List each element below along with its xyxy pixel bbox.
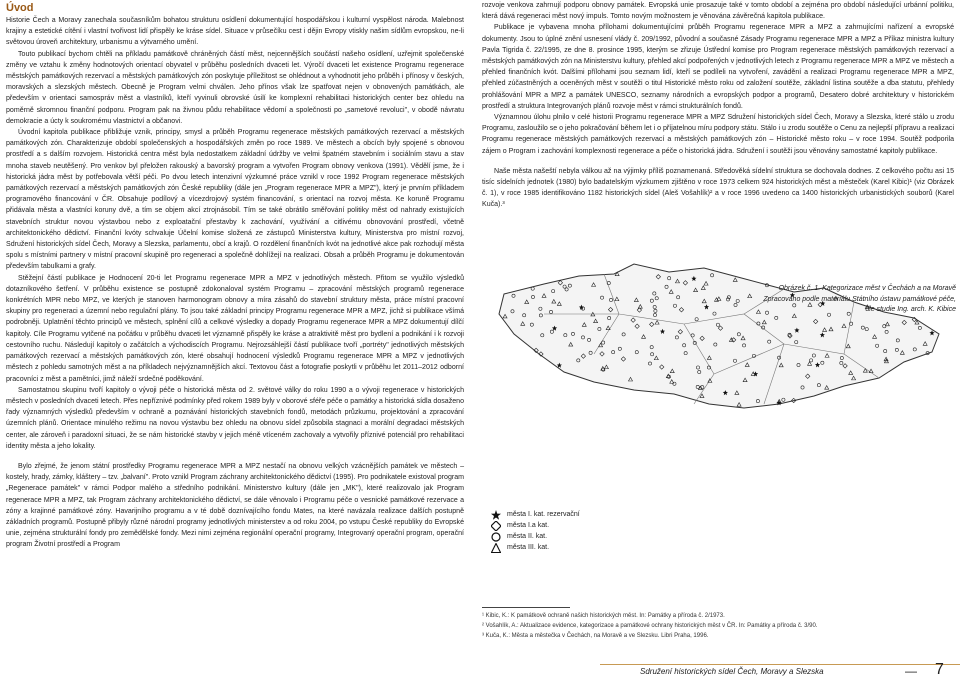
footnote: ¹ Kibic, K.: K památkově ochraně našich historických měst. In: Památky a příroda č. 2/1973. — [482, 613, 725, 619]
paragraph: Stěžejní částí publikace je Hodnocení 20-ti let Programu regenerace MPR a MPZ v jednotlivých městech. Přitom se využilo výsledků dotazníkového šetření. V průběhu existence se postupně zdokonaloval systém Programu – zpracování městských programů regenerace konkrétních MPR nebo MPZ, ve kterých je stanoven harmonogram obnovy a míra zásahů do stavební struktury města, práce místní pracovní skupiny pro regeneraci a územní nebo regulační plány. To jsou také základní principy Programu regenerace MPR a MPZ, jichž si publikace všímá podrobněji. Uplatnění těchto principů ve městech, splnění cílů a celkové výsledky a dopady Programu regenerace MPR a MPZ dokumentují dílčí kapitoly. Cíle Programu vytčené na počátku v průběhu dvaceti let významně přispěly ke kráse a atraktivitě měst pro bydlení a podnikání i k rozvoji cestovního ruchu. Následují kapitoly o začátcích a východiscích Programu. Nejrozsáhlejší částí publikace tvoří „portréty" jednotlivých městských památkových rezervací a městských památkových zón, které obsahují hodnocení výsledků Programu regenerace MPR a MPZ v jednotlivých městech z pohledu samotných měst a na příkladech nejvýznamnějších akcí. Textovou část a fotografie poskytli v průběhu let 2011–2012 odborní pracovníci z měst a pamětníci, jimž náleží srdečné poděkování. — [6, 274, 464, 383]
star-icon — [489, 510, 503, 520]
footnotes — [482, 611, 952, 641]
left-column — [6, 15, 464, 551]
paragraph: Touto publikací bychom chtěli na příkladu památkově chráněných částí měst, nejcennějších součástí našeho osídlení, uzřejmit společenské změny ve vztahu k změny hodnotových orientací obyvatel v průběhu posledních dvaceti let. Výročí dvaceti let existence Programu regenerace městských památkových rezervací a městských památkových zón poskytuje příležitost se ohlédnout a vyhodnotit jeho průběh i přínosy v českých, moravských a slezských městech. Obecně je Program velmi chválen. Jeho přínos však lze spatřovat nejen v obnovených památkách, ale především v orientaci samospráv měst a vlastníků, kteří vyvinuli obrovské úsilí ke komplexní rehabilitaci historických center bez ohledu na poměrně skromnou finanční podporu. Program pak na živnou půdu rehabilitace vědomí a společnosti po „sametové revoluci", v obodě návratu demokracie a úcty k soukromému vlastnictví a občanovi. — [6, 50, 464, 125]
section-heading: Úvod — [6, 2, 34, 14]
paragraph: Publikace je vybavena mnoha přílohami dokumentujícími průběh Programu regenerace MPR a MPZ a zahrnujícími nařízení a evropské dokumenty. Jsou to úplné znění usnesení vlády č. 209/1992, původní a současné Zásady Programu regenerace MPR a MPZ a Příkaz ministra kultury Pavla Tigrida č. 22/1995, ze dne 8. prosince 1995, kterým se zřizuje Ústřední komise pro Program regenerace městských památkových rezervací a městských památkových zón na Ministerstvu kultury, přehled akcí podpořených v jednotlivých letech z Programu regenerace MPR a MPZ ve městech a přehled finančních kvót. Dalšími přílohami jsou seznam lidí, kteří se podíleli na vytvoření, zavádění a realizaci Programu regenerace MPR a MPZ, přehled zúčastněných a oceněných měst v soutěži o titul Historické město roku od založení soutěže, základní listina soutěže a dba statutu, přehledy prohlášování MPR a MPZ a památek UNESCO, seznamy národních a evropských podpor a programů, Desatero dobré architektury v historickém prostředí a struktura Integrovaných plánů rozvoje měst v rámci strukturálních fondů. — [482, 24, 954, 110]
diamond-icon — [489, 521, 503, 531]
paragraph: Úvodní kapitola publikace přibližuje vznik, principy, smysl a průběh Programu regenerace městských památkových rezervací a městských památkových zón. Charakterizuje období společenských a hospodářských změn po roce 1989. Ve městech a obcích byly spojené s obnovou prostředí a s dalším rozvojem. Historická centra měst byla nedostatkem základní údržby ve velmi špatném stavebním i sociálním stavu a stav mnoha staveb neutěšený. Pro venkov byl přeložen rakouský a bavorský program a vytvořen Program obnovy venkova (1991). Vědělí jsme, že i historická jádra měst by potřebovala větší péči. Po dvou letech intenzivní výzkumné práce vznikl v roce 1992 Program regenerace městských památkových rezervací a městských památkových zón České republiky (dále jen „Program regenerace MPR a MPZ"), který je prvním příkladem programového financování v ČR. Obsahuje podílový a vícezdrojový systém financování, s orientací na rozvoj města. Ke koruně Programu přidávala města a vlastníci koruny dvě, a tím se objem akcí ztrojnásobil. Tím se také obrátilo směřování politiky měst od nahrady existujících stavebních struktur novou výstavbou nebo z exploatační přestavby k zachování, využívání a citlivému obnovování prostředí, včetně architektonického dědictví. Finanční kvóty schvaluje Účelní komise složená ze zástupců Ministerstva kultury, Ministerstva pro místní rozvoj, Sdružení historických sídel Čech, Moravy a Slezska, parlamentu, obcí a krajů. O rozdělení finančních kvót na jednotlivé akce pak rozhodují města spolu s místními partnery v místní pracovní skupině pro regeneraci a společně dohlížejí na realizaci. Obsah a průběh Programu je dokumentován především tabulkami a grafy. — [6, 129, 464, 271]
paragraph: Bylo zřejmé, že jenom státní prostředky Programu regenerace MPR a MPZ nestačí na obnovu velkých vzácnějších památek ve městech – kostely, hrady, zámky, kláštery – tzv. „balvaní". Proto vznikl Program záchrany architektonického dědictví (1995). Pro podnikatele existoval program „Regenerace památek" v rámci Podpor malého a středního podnikání. Ministerstvo kultury (dále jen „MK"), které realizovalo jak Program regenerace MPR a MPZ, tak Program záchrany architektonického dědictví, se dále věnovalo i Programu péče o vesnické památkové rezervace a zóny a krajinné památkové zóny. Havarijního programu a v té době doznívajícího fondu Mates, na které navázala realizace dalších postupně základních programů. Postupně přibyly různé národní programy jednotlivých ministerstev a od roku 2004, po vstupu České republiky do Evropské unie, zejména strukturální fondy pro zemědělské fondy. Mezi nimi zejména regionální operační programy, Integrovaný operační program, operační program Životní prostředí a Program — [6, 462, 464, 549]
circle-icon — [489, 532, 503, 542]
footer-title: Sdružení historických sídel Čech, Moravy a Slezska — [640, 667, 824, 676]
triangle-icon — [489, 543, 503, 553]
legend-item: města I.a kat. — [489, 520, 580, 531]
footnote: ³ Kuča, K.: Města a městečka v Čechách, na Moravě a ve Slezsku. Libri Praha, 1996. — [482, 633, 709, 639]
footnote-divider — [482, 607, 570, 608]
legend-item: města II. kat. — [489, 531, 580, 542]
czech-towns-map — [484, 254, 954, 416]
footnote: ² Vošahlík, A.: Aktualizace evidence, kategorizace a památkové ochrany historických měst v ČR. In: Památky a příroda č. 3/90. — [482, 623, 818, 629]
legend-item: města III. kat. — [489, 542, 580, 553]
paragraph: Samostatnou skupinu tvoří kapitoly o vývoji péče o historická města od 2. světové války do roku 1990 a o vývoji regenerace v historických městech v posledních dvaceti letech. Přes nepříznivé podmínky před rokem 1989 byly v oborové sféře péče o památky a historická sídla dosaženo řady významných výsledků především v ochraně a poznávání historických stavebních fondů, metodách průzkumu, projektování a zpracování územních plánů. Orientace minulého režimu na novou výstavbu bez ohledu na obnovu sídel způsobila stagnaci a morální degradaci městských center, ale zároveň i paradoxní situaci, že se nám historické stavby v jejich méně vtíceném zachovaly a vytvořily příznivé potenciál pro rehabilitaci identity města a jeho lokality. — [6, 386, 464, 450]
paragraph: Naše města našeští nebyla válkou až na výjimky příliš poznamenaná. Středověká sídelní struktura se dochovala dodnes. Z celkového počtu asi 15 tisíc sídelních jednotek (1980) bylo badatelským výzkumem zjištěno v roce 1973 celkem 924 historických měst a městeček (Karel Kibic)¹ (viz Obrázek č. 1), v roce 1985 identifikováno 1182 historických sídel (Aleš Vošahlík)² a v roce 1996 uvedeno ca 1400 historických urbanistických souborů (Karel Kuča).³ — [482, 167, 954, 209]
right-column — [482, 0, 954, 211]
figure-caption — [760, 284, 956, 316]
figure-title: Obrázek č. 1. Kategorizace měst v Čechách a na Moravě — [778, 285, 956, 292]
page-number: 7 — [935, 661, 944, 678]
legend-item: města I. kat. rezervační — [489, 509, 580, 520]
page-number-dash: — — [905, 664, 917, 678]
figure-source: Zpracováno podle materiálu Státního ústavu památkové péče, dle studie Ing. arch. K. Kibice — [763, 295, 956, 314]
paragraph: Významnou úlohu plnilo v celé historii Programu regenerace MPR a MPZ Sdružení historických sídel Čech, Moravy a Slezska, které stálo u zrodu Programu, zasloužilo se o jeho pokračování během let i o příjatelnou míru podpory státu. Stálo i u zrodu soutěže o Cenu za nejlepší přípravu a realizaci Programu regenerace městských památkových rezervací a městských památkových zón – Historické město roku – v roce 1994. Soutěž podporila zájem o Program i zachování komplexnosti regenerace a péče o historická jádra. Sdružení i soutěži jsou věnovány samostatné kapitoly publikace. — [482, 114, 955, 155]
map-legend — [489, 509, 580, 553]
paragraph: Historie Čech a Moravy zanechala současníkům bohatou strukturu osídlení dokumentující hospodářskou i kulturní vyspělost národa. Malebnost krajiny a estetické cítění i vlastní tvořivost lidí přispěly ke kráse sídel. Situace v průsečíku cest i dějin Evropy vtiskly našim sídlům evropskou, ne-li světovou úroveň architektury, urbanismu a výtvarného umění. — [6, 17, 464, 47]
paragraph: rozvoje venkova zahrnují podporu obnovy památek. Evropská unie prosazuje také v tomto období a zejména pro období následující urbánní politiku, která dává regeneraci měst nový impuls. Tomto novým možnostem je věnována závěrečná kapitola publikace. — [482, 2, 954, 21]
